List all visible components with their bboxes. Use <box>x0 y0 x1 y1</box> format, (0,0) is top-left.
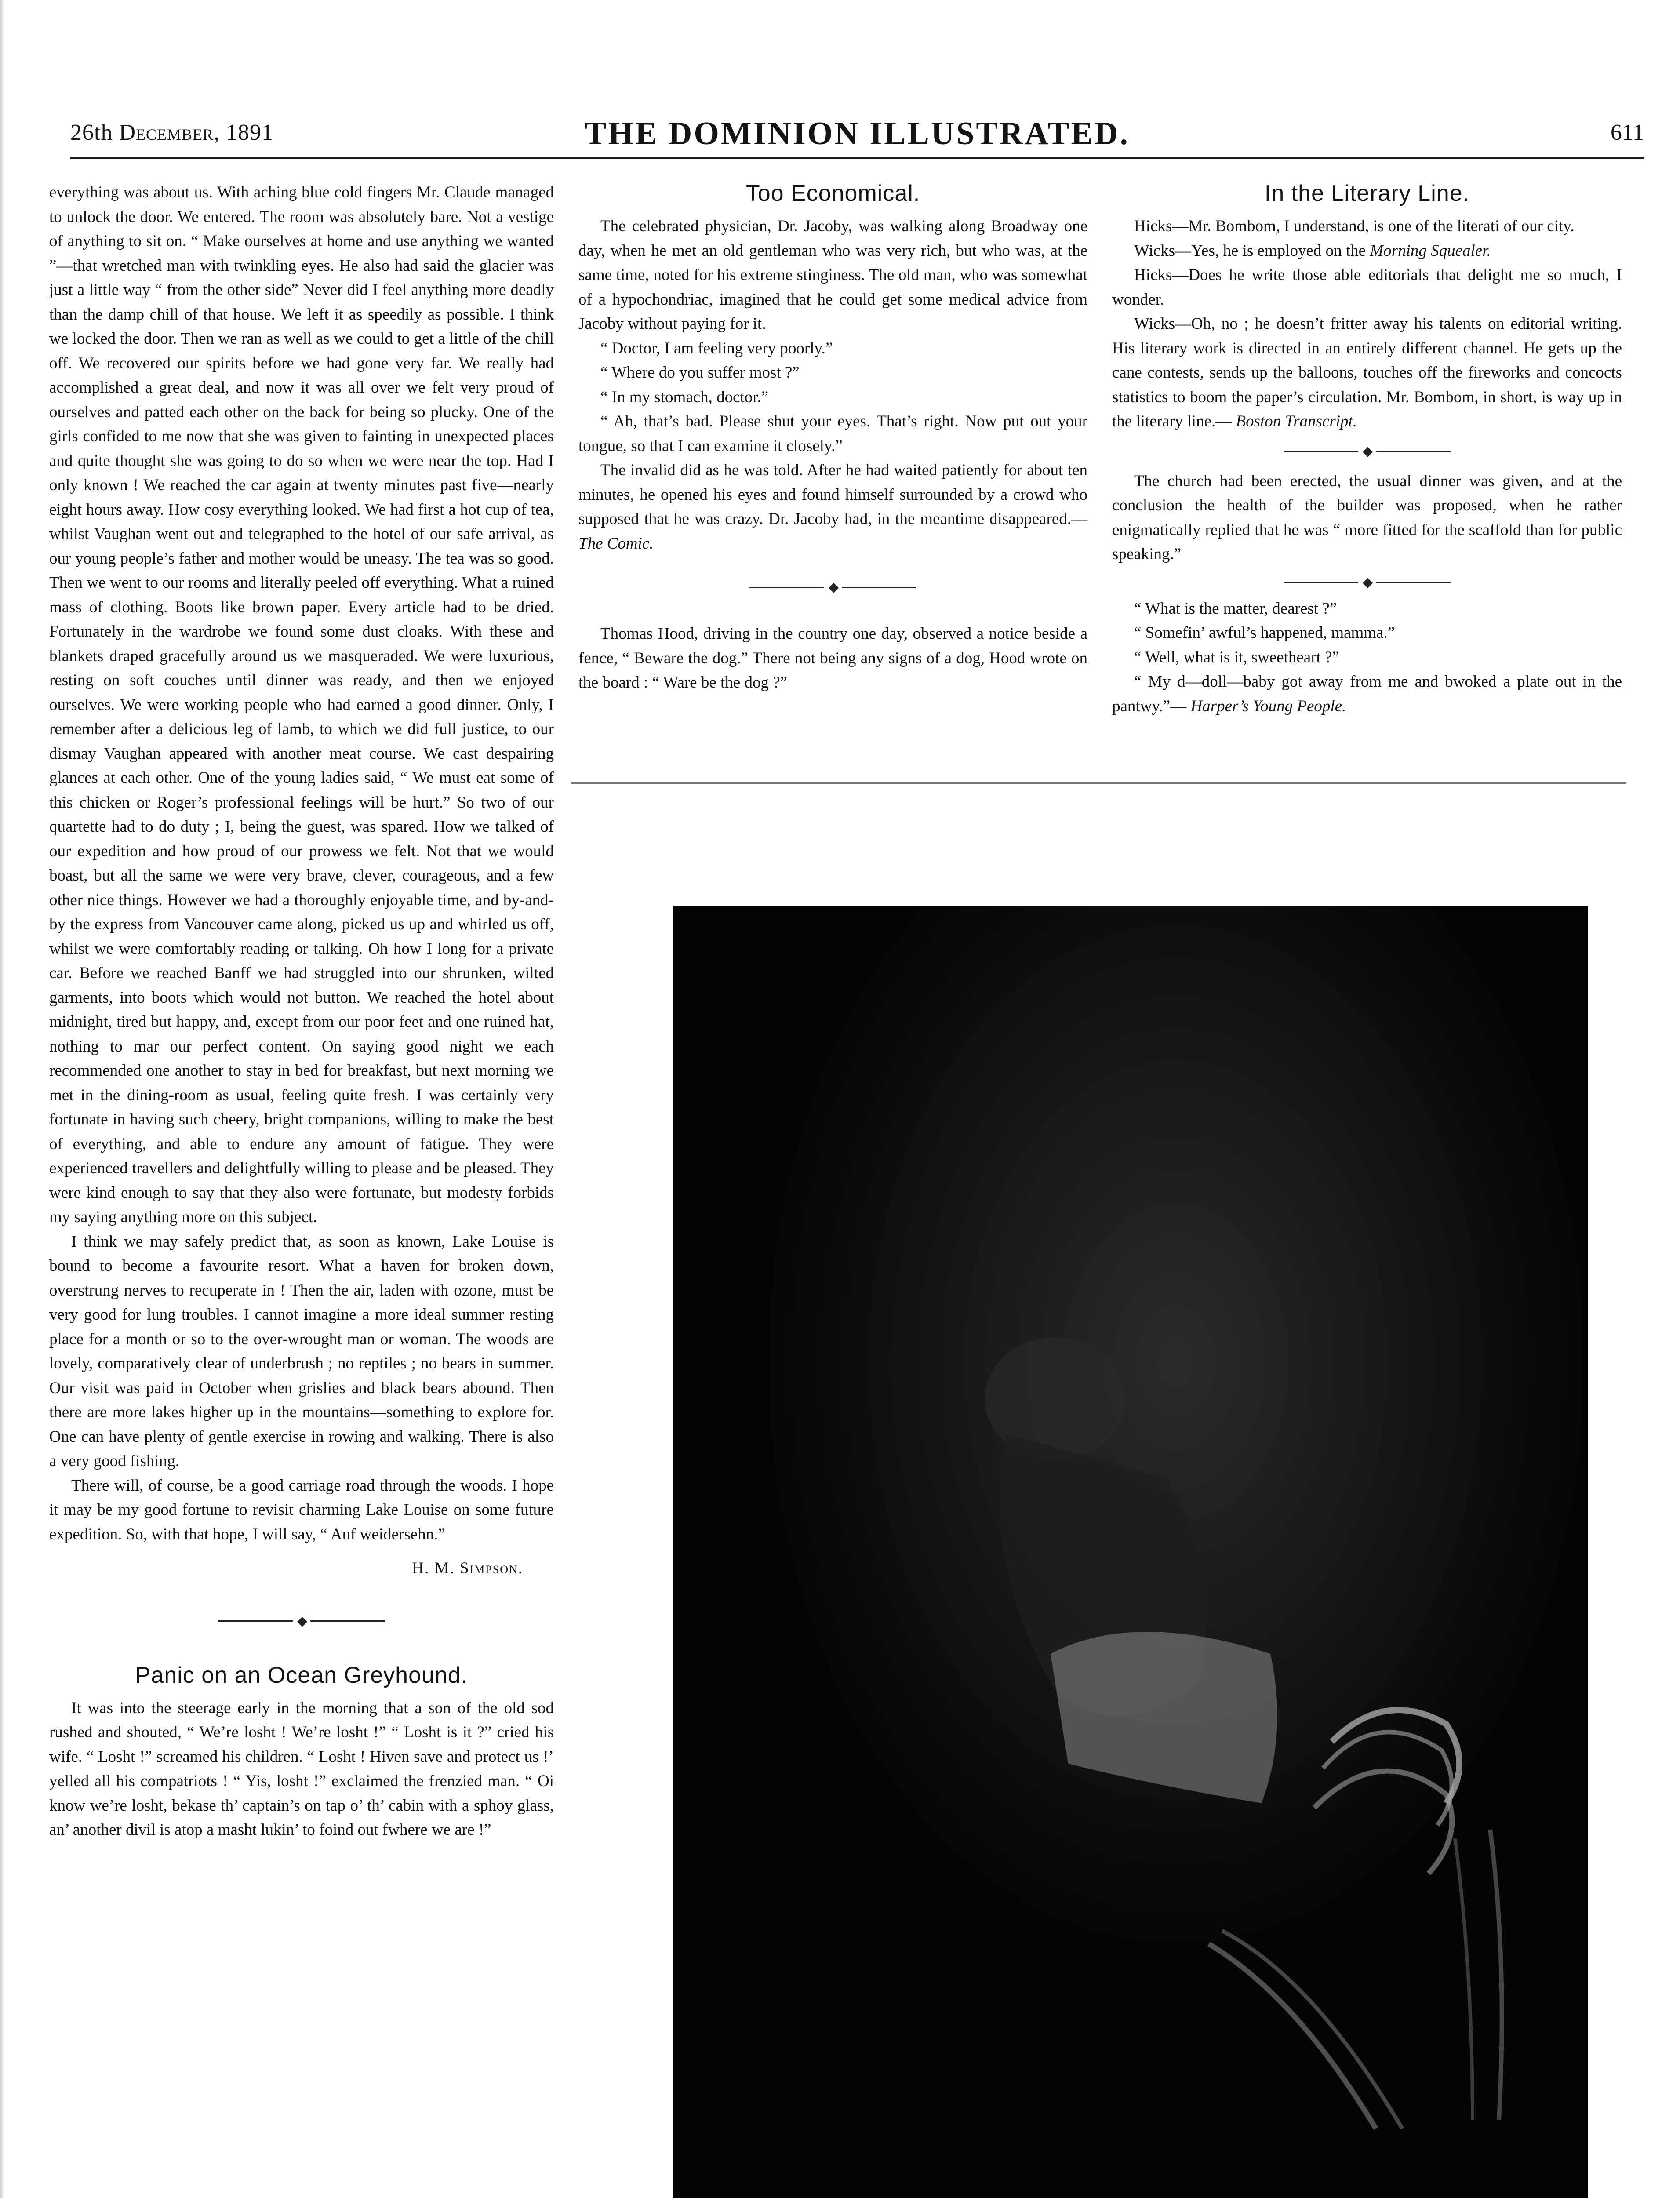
column-middle <box>578 178 1087 695</box>
source-credit: Boston Transcript. <box>1236 412 1357 430</box>
header-rule <box>70 157 1644 159</box>
page-header <box>70 115 1644 155</box>
dialogue-line: Hicks—Does he write those able editorials that delight me so much, I wonder. <box>1112 266 1622 309</box>
dialogue-line: “ My d—doll—baby got away from me and bwoked a plate out in the pantwy.”— Harper’s Young People. <box>1112 673 1622 715</box>
indian-pilot-photo <box>673 906 1588 2198</box>
section-ornament: ◆ <box>1112 442 1622 459</box>
column-divider-rule <box>571 782 1626 784</box>
article-paragraph: everything was about us. With aching blue cold fingers Mr. Claude managed to unlock the door. We entered. The room was absolutely bare. Not a vestige of anything to sit on. “ Make ourselves at home and use anything we wanted ”—that wretched man with twinkling eyes. He also had said the glacier was just a little way “ from the other side” Never did I feel anything more deadly than the damp chill of that house. We left it as speedily as possible. I think we locked the door. Then we ran as well as we could to get a little of the chill off. We recovered our spirits before we had gone very far. We really had accomplished a great deal, and now it was all over we felt very proud of ourselves and patted each other on the back for being so plucky. One of the girls confided to me now that she was given to fainting in unexpected places and quite thought she was going to do so when we were near the top. Had I only known ! We reached the car again at twenty minutes past five—nearly eight hours away. How cosy everything looked. We had first a hot cup of tea, whilst Vaughan went out and telegraphed to the hotel of our safe arrival, as our young people’s father and mother would be uneasy. The tea was so good. Then we went to our rooms and literally peeled off everything. What a ruined mass of clothing. Boots like brown paper. Every article had to be dried. Fortunately in the wardrobe we found some dust cloaks. With these and blankets draped gracefully around us we masqueraded. We were luxurious, resting on soft couches until dinner was ready, and then we enjoyed ourselves. We were working people who had earned a good dinner. Only, I remember after a delicious leg of lamb, to which we did full justice, to our dismay Vaughan appeared with another meat course. We cast despairing glances at each other. One of the young ladies said, “ We must eat some of this chicken or Roger’s professional feelings will be hurt.” So two of our quartette had to do duty ; I, being the guest, was spared. How we talked of our expedition and how proud of our prowess we felt. Not that we would boast, but all the same we were very brave, clever, courageous, and a few other nice things. However we had a thoroughly enjoyable time, and by-and-by the express from Vancouver came along, picked us up and whirled us off, whilst we were comfortably reading or talking. Oh how I long for a private car. Before we reached Banff we had struggled into our shrunken, wilted garments, into boots which would not button. We reached the hotel about midnight, tired but happy, and, except from our poor feet and one ruined hat, nothing to mar our perfect content. On saying good night we each recommended one another to stay in bed for breakfast, but next morning we met in the dining-room as usual, feeling quite fresh. I was certainly very fortunate in having such cheery, bright companions, willing to make the best of everything, and able to endure any amount of fatigue. They were experienced travellers and delightfully willing to please and be pleased. They were kind enough to say that they also were fortunate, but modesty forbids my saying anything more on this subject. <box>49 183 554 1226</box>
article-paragraph: The celebrated physician, Dr. Jacoby, was walking along Broadway one day, when he met an old gentleman who was very rich, but who was, at the same time, noted for his extreme stinginess. The old man, who was somewhat of a hypochondriac, imagined that he could get some medical advice from Jacoby without paying for it. <box>578 217 1087 333</box>
church-anecdote: The church had been erected, the usual dinner was given, and at the conclusion the health of the builder was proposed, when he rather enigmatically replied that he was “ more fitted for the scaffold than for public speaking.” <box>1112 472 1622 563</box>
dialogue-line: “ Ah, that’s bad. Please shut your eyes. That’s right. Now put out your tongue, so that I can examine it closely.” <box>578 412 1087 455</box>
column-left <box>49 180 554 1842</box>
page-number: 611 <box>1610 120 1644 145</box>
source-credit: Harper’s Young People. <box>1190 697 1346 715</box>
panic-heading: Panic on an Ocean Greyhound. <box>135 1662 468 1688</box>
hood-anecdote: Thomas Hood, driving in the country one day, observed a notice beside a fence, “ Beware the dog.” There not being any signs of a dog, Hood wrote on the board : “ Ware be the dog ?” <box>578 625 1087 691</box>
publication-title: THE DOMINION ILLUSTRATED. <box>585 116 1130 152</box>
section-ornament: ◆ <box>1112 573 1622 590</box>
column-right <box>1112 178 1622 718</box>
literary-line-heading: In the Literary Line. <box>1264 181 1470 206</box>
header-date: 26th December, 1891 <box>70 120 274 145</box>
too-economical-heading: Too Economical. <box>745 181 920 206</box>
panic-text: It was into the steerage early in the morning that a son of the old sod rushed and shouted, “ We’re losht ! We’re losht !” “ Losht is it ?” cried his wife. “ Losht !” screamed his children. “ Losht ! Hiven save and protect us !’ yelled all his compatriots ! “ Yis, losht !” exclaimed the frenzied man. “ Oi know we’re losht, bekase th’ captain’s on tap o’ th’ cabin with a sphoy glass, an’ another divil is atop a masht lukin’ to foind out fwhere we are !” <box>49 1699 554 1839</box>
section-ornament: ◆ <box>578 578 1087 595</box>
dialogue-line: “ Well, what is it, sweetheart ?” <box>1134 648 1339 666</box>
dialogue-line: “ In my stomach, doctor.” <box>600 388 769 406</box>
section-ornament: ◆ <box>49 1612 554 1629</box>
source-credit: The Comic. <box>578 534 654 553</box>
article-signature: H. M. Simpson. <box>412 1559 523 1577</box>
dialogue-line: “ Somefin’ awful’s happened, mamma.” <box>1134 624 1395 642</box>
dialogue-line: “ What is the matter, dearest ?” <box>1134 599 1337 618</box>
dialogue-line: Wicks—Oh, no ; he doesn’t fritter away his talents on editorial writing. His literary work is directed in an entirely different channel. He gets up the cane contests, sends up the balloons, touches off the fireworks and concocts statistics to boom the paper’s circulation. Mr. Bombom, in short, is way up in the literary line.— Boston Transcript. <box>1112 315 1622 430</box>
dialogue-line: Wicks—Yes, he is employed on the Morning Squealer. <box>1134 241 1491 260</box>
article-paragraph: The invalid did as he was told. After he had waited patiently for about ten minutes, he opened his eyes and found himself surrounded by a crowd who supposed that he was crazy. Dr. Jacoby had, in the meantime disappeared.— The Comic. <box>578 461 1087 553</box>
dialogue-line: “ Where do you suffer most ?” <box>600 364 800 382</box>
page-edge-shadow <box>0 0 4 2198</box>
dialogue-line: “ Doctor, I am feeling very poorly.” <box>600 339 833 357</box>
article-paragraph: I think we may safely predict that, as soon as known, Lake Louise is bound to become a favourite resort. What a haven for broken down, overstrung nerves to recuperate in ! Then the air, laden with ozone, must be very good for lung troubles. I cannot imagine a more ideal summer resting place for a month or so to the over-wrought man or woman. The woods are lovely, comparatively clear of underbrush ; no reptiles ; no bears in summer. Our visit was paid in October when grislies and black bears abound. Then there are more lakes higher up in the mountains—something to explore for. One can have plenty of gentle exercise in rowing and walking. There is also a very good fishing. <box>49 1232 554 1470</box>
dialogue-line: Hicks—Mr. Bombom, I understand, is one of the literati of our city. <box>1134 217 1575 235</box>
photo-illustration <box>673 906 1588 2198</box>
article-paragraph: There will, of course, be a good carriage road through the woods. I hope it may be my good fortune to revisit charming Lake Louise on some future expedition. So, with that hope, I will say, “ Auf weidersehn.” <box>49 1476 554 1543</box>
